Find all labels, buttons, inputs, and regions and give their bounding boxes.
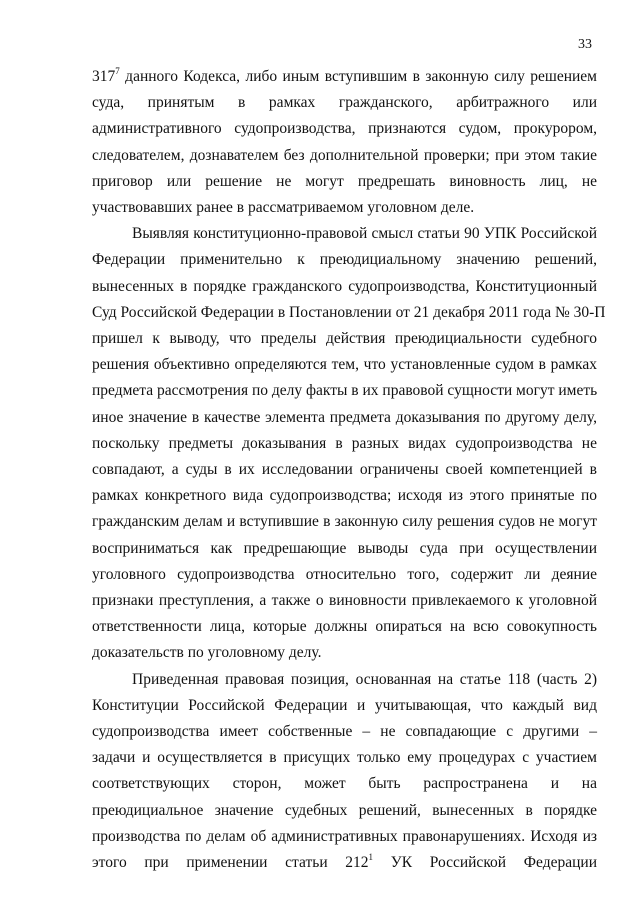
paragraph-3 bbox=[92, 667, 597, 877]
text-line: поскольку предметы доказывания в разных видах судопроизводства не bbox=[92, 434, 597, 452]
superscript: 1 bbox=[368, 852, 374, 863]
text-line: Федерации применительно к преюдициальному значению решений, bbox=[92, 251, 597, 269]
text-line: Суд Российской Федерации в Постановлении от 21 декабря 2011 года № 30-П bbox=[92, 303, 606, 321]
body-text bbox=[92, 64, 606, 876]
paragraph-2 bbox=[92, 221, 606, 666]
text-line: Приведенная правовая позиция, основанная на статье 118 (часть 2) bbox=[132, 670, 597, 688]
text-line: вынесенных в порядке гражданского судопроизводства, Конституционный bbox=[92, 277, 597, 295]
text-line: восприниматься как предрешающие выводы суда при осуществлении bbox=[92, 539, 597, 557]
text-line: приговор или решение не могут предрешать виновность лиц, не bbox=[92, 172, 597, 190]
text-line: рамках конкретного вида судопроизводства; исходя из этого принятые по bbox=[92, 487, 597, 505]
superscript: 7 bbox=[115, 66, 120, 76]
text-line: признаки преступления, а также о виновности привлекаемого к уголовной bbox=[92, 592, 597, 610]
text-line: совпадают, а суды в их исследовании ограничены своей компетенцией в bbox=[92, 461, 597, 479]
text-line: этого при применении статьи $212^1$ УК Российской Федерации bbox=[92, 852, 597, 872]
text-line: Конституции Российской Федерации и учитывающая, что каждый вид bbox=[92, 696, 597, 714]
text-line: уголовного судопроизводства относительно того, содержит ли деяние bbox=[92, 565, 597, 583]
text-line: суда, принятым в рамках гражданского, арбитражного или bbox=[92, 94, 597, 112]
page-number: 33 bbox=[578, 37, 592, 52]
text-line: судопроизводства имеет собственные – не совпадающие с другими – bbox=[92, 723, 597, 741]
text-line: гражданским делам и вступившие в законную силу решения судов не могут bbox=[92, 513, 597, 531]
text-line: иное значение в качестве элемента предмета доказывания по другому делу, bbox=[92, 408, 597, 426]
text-line: Выявляя конституционно-правовой смысл статьи 90 УПК Российской bbox=[132, 225, 597, 243]
text-line: административного судопроизводства, признаются судом, прокурором, bbox=[92, 120, 597, 138]
text-line: участвовавших ранее в рассматриваемом уголовном деле. bbox=[92, 199, 475, 217]
text-line: предмета рассмотрения по делу факты в их правовой сущности могут иметь bbox=[92, 382, 598, 400]
text-line: преюдициальное значение судебных решений, вынесенных в порядке bbox=[92, 801, 597, 819]
text-line: пришел к выводу, что пределы действия преюдициальности судебного bbox=[92, 330, 597, 348]
text-line: доказательств по уголовному делу. bbox=[92, 644, 322, 662]
text-line: задачи и осуществляется в присущих только ему процедурах с участием bbox=[92, 749, 597, 767]
text-line: соответствующих сторон, может быть распространена и на bbox=[92, 775, 597, 793]
text-line: следователем, дознавателем без дополнительной проверки; при этом такие bbox=[92, 146, 597, 164]
text-line: ответственности лица, которые должны опираться на всю совокупность bbox=[92, 618, 597, 636]
text-line: $317^7$ данного Кодекса, либо иным вступившим в законную силу решением bbox=[92, 66, 597, 85]
text-line: производства по делам об административных правонарушениях. Исходя из bbox=[92, 827, 597, 845]
text-line: решения объективно определяются тем, что установленные судом в рамках bbox=[92, 356, 597, 374]
paragraph-1 bbox=[92, 64, 597, 221]
